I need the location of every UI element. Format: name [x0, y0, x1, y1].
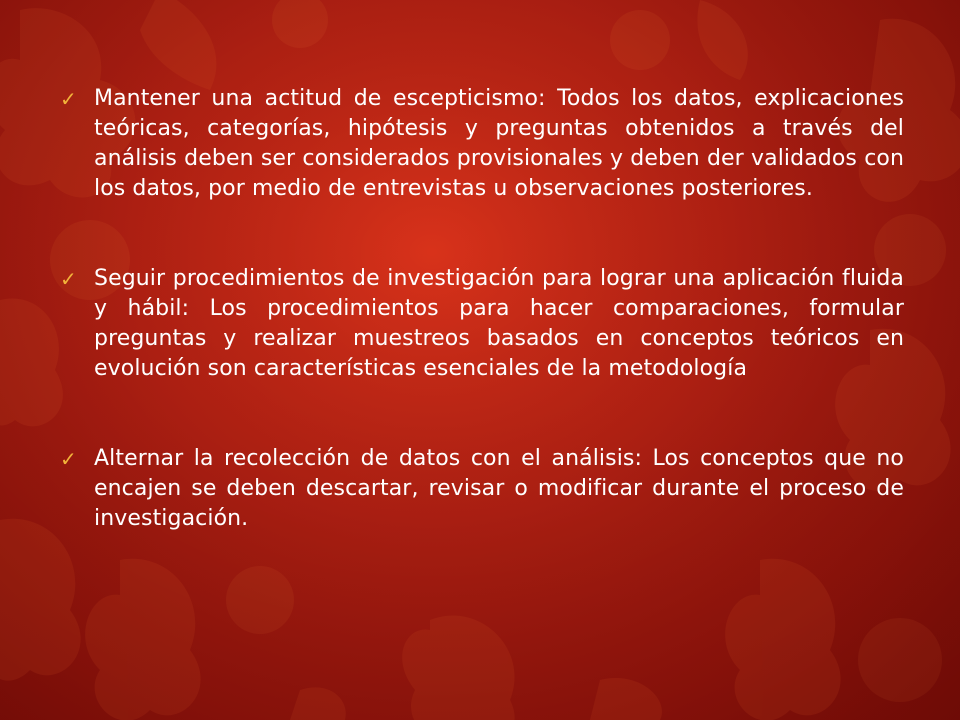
bullet-text: Mantener una actitud de escepticismo: Todos los datos, explicaciones teóricas, categorías, hipótesis y preguntas obtenidos a través del análisis deben ser considerados provisionales y deben der validados con los datos, por medio de entrevistas u observaciones posteriores.: [94, 86, 904, 201]
bullet-list: [60, 84, 904, 534]
checkmark-icon: ✓: [60, 267, 77, 291]
bullet-text: Alternar la recolección de datos con el análisis: Los conceptos que no encajen se deben descartar, revisar o modificar durante el proceso de investigación.: [94, 446, 904, 531]
bullet-item: [60, 84, 904, 204]
bullet-text: Seguir procedimientos de investigación para lograr una aplicación fluida y hábil: Los procedimientos para hacer comparaciones, formular preguntas y realizar muestreos basados en conceptos teóricos en evolución son características esenciales de la metodología: [94, 266, 904, 381]
bullet-item: [60, 264, 904, 384]
checkmark-icon: ✓: [60, 447, 77, 471]
bullet-item: [60, 444, 904, 534]
checkmark-icon: ✓: [60, 87, 77, 111]
